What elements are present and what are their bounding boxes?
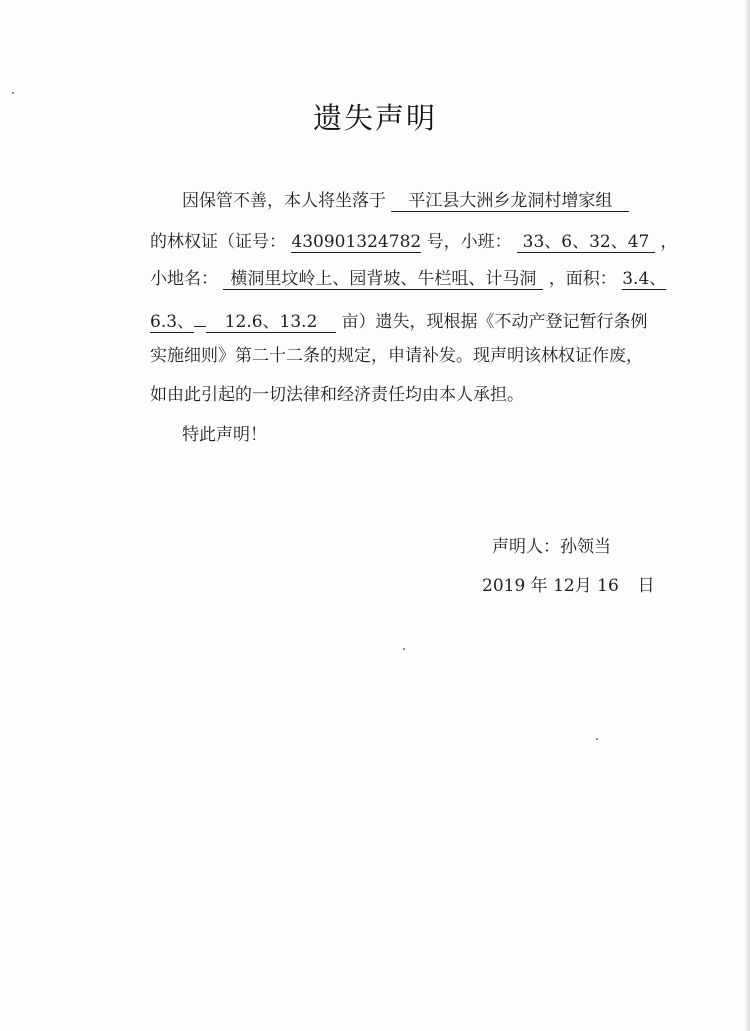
signature-name: 孙领当 [560, 537, 611, 557]
body-line-3 [150, 268, 666, 290]
body-line-2 [150, 231, 677, 253]
date-day: 16 [597, 576, 619, 596]
date-year: 2019 [482, 576, 526, 596]
area-field-b: 12.6、13.2 [206, 312, 336, 333]
area-start-field: 3.4、 [622, 269, 667, 289]
place-names-field: 横洞里坟岭上、园背坡、牛栏咀、计马洞 [223, 269, 543, 290]
page-title: 遗失声明 [312, 101, 437, 135]
area-field-a: 6.3、 [150, 312, 195, 332]
line6-text: 如由此引起的一切法律和经济责任均由本人承担。 [150, 385, 524, 405]
line1-text: 因保管不善，本人将坐落于 [182, 191, 386, 211]
certificate-number-field: 430901324782 [291, 232, 422, 252]
scan-speck [596, 738, 598, 740]
body-line-5 [150, 345, 643, 367]
date-month-unit: 月 [574, 576, 592, 596]
signature-line [492, 536, 611, 558]
body-line-1 [182, 190, 629, 212]
scan-edge-shadow [744, 0, 750, 1031]
date-month: 12 [553, 576, 575, 596]
date-line [482, 575, 655, 597]
line3-prefix: 小地名： [150, 269, 218, 289]
line2-prefix: 的林权证（证号： [150, 232, 286, 252]
body-line-6 [150, 384, 524, 406]
line7-text: 特此声明！ [182, 425, 267, 445]
scan-speck [12, 92, 14, 94]
line5-text: 实施细则》第二十二条的规定，申请补发。现声明该林权证作废， [150, 346, 643, 366]
line3-mid: ，面积： [548, 269, 617, 289]
line4-rest: 亩）遗失，现根据《不动产登记暂行条例 [341, 312, 648, 332]
line2-end: ， [660, 232, 678, 252]
location-field: 平江县大洲乡龙洞村增家组 [391, 191, 629, 212]
signature-label: 声明人： [492, 537, 560, 557]
line2-mid: 号，小班： [426, 232, 512, 252]
closing-statement [182, 424, 267, 446]
date-year-unit: 年 [530, 576, 548, 596]
date-day-unit: 日 [637, 576, 655, 596]
plot-numbers-field: 33、6、32、47 [517, 232, 655, 253]
scan-speck [403, 648, 405, 650]
body-line-4 [150, 306, 647, 333]
